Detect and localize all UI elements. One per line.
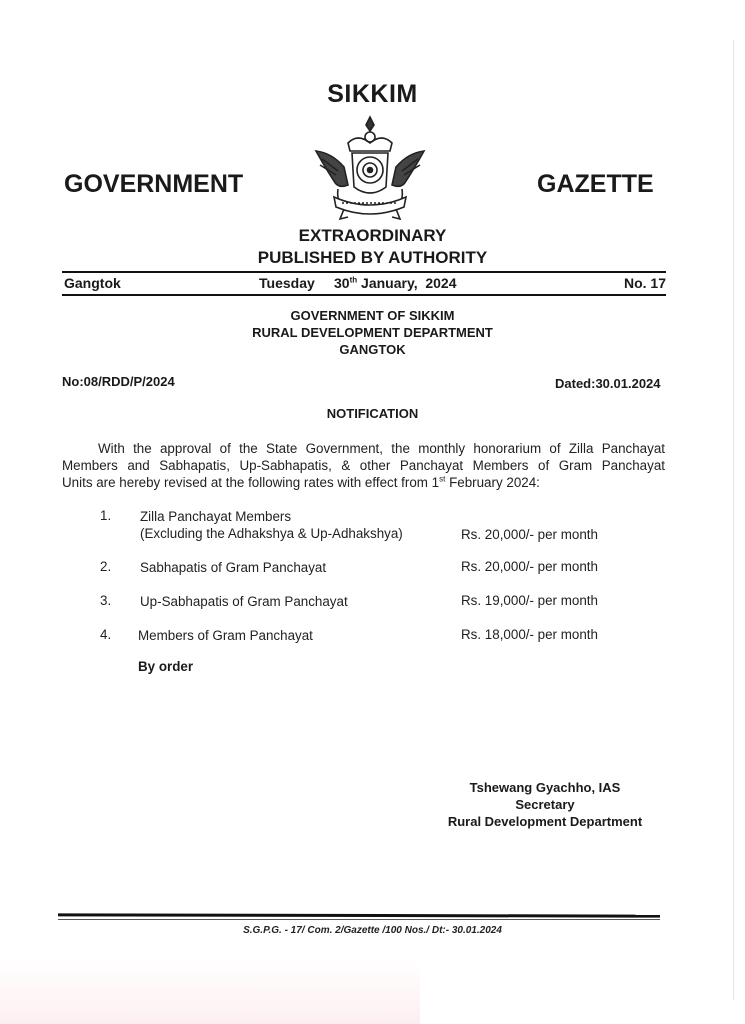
rate-item-amount: Rs. 19,000/- per month — [461, 593, 598, 608]
dateline-date — [334, 275, 457, 291]
masthead-gazette: GAZETTE — [537, 170, 654, 198]
body-line-1: With the approval of the State Government, the monthly honorarium of Zilla Panchayat — [98, 441, 665, 456]
printer-line: S.G.P.G. - 17/ Com. 2/Gazette /100 Nos./ Dt:- 30.01.2024 — [243, 925, 502, 936]
rate-item-description: Members of Gram Panchayat — [138, 628, 313, 643]
dateline-place: Gangtok — [64, 275, 121, 291]
dateline-month-year: January, 2024 — [361, 275, 457, 291]
reference-date: Dated:30.01.2024 — [555, 376, 661, 391]
rate-item-number: 3. — [100, 593, 112, 608]
issuer-government: GOVERNMENT OF SIKKIM — [290, 308, 455, 323]
body-line-3-end: February 2024: — [445, 475, 540, 490]
masthead-government: GOVERNMENT — [64, 170, 244, 198]
rate-item-amount: Rs. 20,000/- per month — [461, 527, 598, 542]
rate-item-note: (Excluding the Adhakshya & Up-Adhakshya) — [140, 526, 403, 541]
issuer-city: GANGTOK — [339, 342, 406, 357]
rate-item-title: Zilla Panchayat Members — [140, 509, 292, 524]
rate-item-description: Up-Sabhapatis of Gram Panchayat — [140, 594, 348, 609]
body-line-2: Members and Sabhapatis, Up-Sabhapatis, & other Panchayat Members of Gram Panchayat — [62, 458, 665, 473]
masthead-edition: EXTRAORDINARY — [298, 226, 447, 245]
body-line-3-start: Units are hereby revised at the following rates with effect from 1 — [62, 475, 440, 490]
dateline-top-rule — [62, 271, 666, 273]
state-emblem-icon — [308, 113, 432, 223]
masthead-state: SIKKIM — [327, 80, 418, 108]
scan-tint — [0, 960, 420, 1024]
body-line-3 — [62, 474, 665, 491]
dateline-bottom-rule — [62, 294, 666, 296]
footer-rule-thin — [58, 919, 660, 920]
rate-item-number: 4. — [100, 627, 112, 642]
signatory-name: Tshewang Gyachho, IAS — [469, 780, 621, 795]
issuer-department: RURAL DEVELOPMENT DEPARTMENT — [252, 325, 493, 340]
footer-rule-thick — [58, 913, 660, 917]
rate-item-description: Sabhapatis of Gram Panchayat — [140, 560, 327, 575]
rate-item-amount: Rs. 20,000/- per month — [461, 559, 598, 574]
dateline-day: 30 — [334, 275, 350, 291]
dateline-day-suffix: th — [349, 275, 358, 285]
masthead-authority: PUBLISHED BY AUTHORITY — [257, 248, 488, 267]
notification-heading: NOTIFICATION — [326, 406, 419, 421]
reference-number: No:08/RDD/P/2024 — [62, 374, 175, 389]
by-order: By order — [138, 659, 194, 674]
signatory-department: Rural Development Department — [447, 814, 643, 829]
rate-item-description — [140, 508, 403, 542]
body-line-3-ordinal: st — [439, 474, 446, 484]
rate-item-amount: Rs. 18,000/- per month — [461, 627, 598, 642]
rate-item-number: 1. — [100, 508, 112, 523]
rate-item — [100, 508, 660, 548]
dateline — [62, 275, 666, 293]
issue-number: No. 17 — [623, 275, 666, 291]
signatory-designation: Secretary — [515, 797, 575, 812]
rate-item-number: 2. — [100, 559, 112, 574]
notification-body — [62, 440, 665, 491]
dateline-weekday: Tuesday — [259, 275, 315, 291]
scan-edge-line — [733, 40, 734, 1000]
